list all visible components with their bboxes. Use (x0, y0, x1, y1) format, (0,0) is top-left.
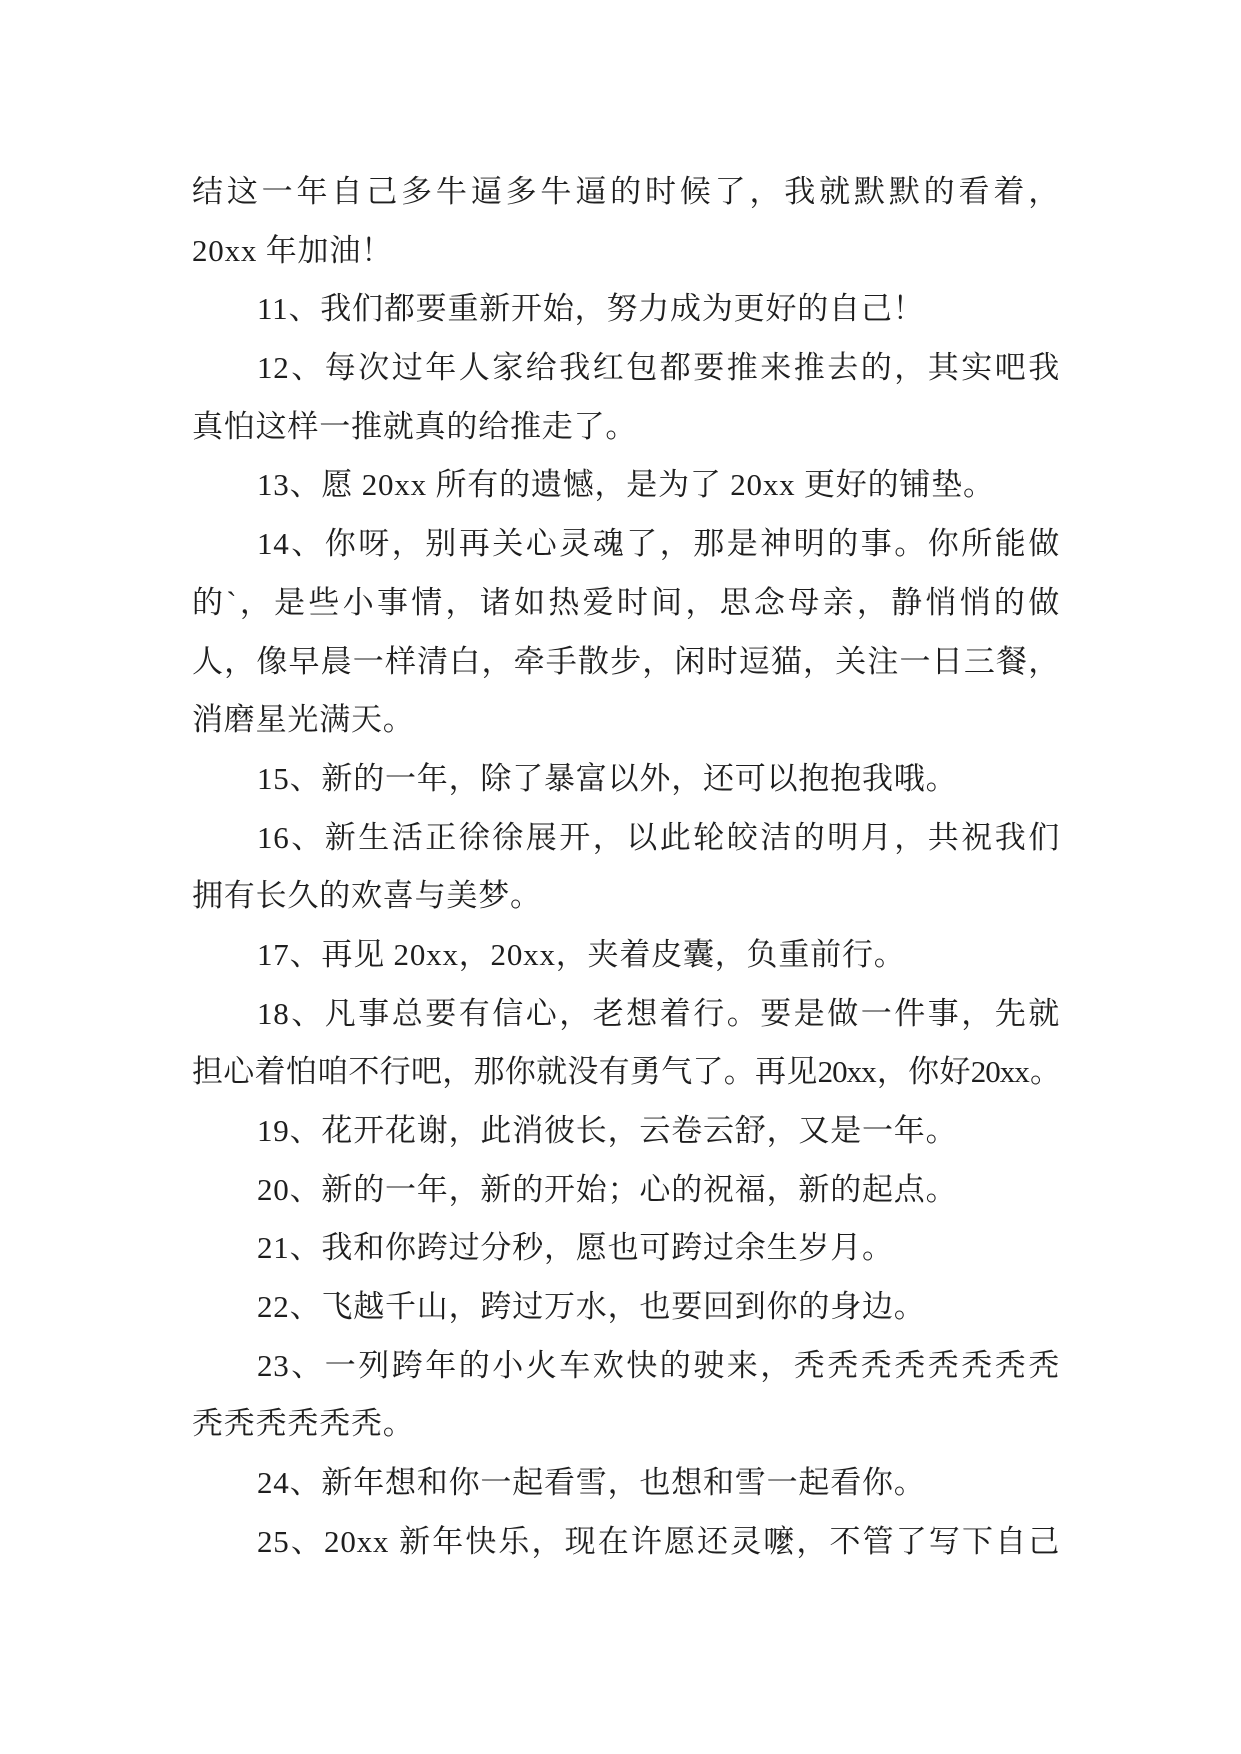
text-line: 16、新生活正徐徐展开，以此轮皎洁的明月，共祝我们 (257, 819, 1060, 855)
text-line: 14、你呀，别再关心灵魂了，那是神明的事。你所能做 (257, 526, 1060, 562)
text-line: 21、我和你跨过分秒，愿也可跨过余生岁月。 (257, 1230, 894, 1266)
text-line: 18、凡事总要有信心，老想着行。要是做一件事，先就 (257, 995, 1060, 1031)
text-line: 15、新的一年，除了暴富以外，还可以抱抱我哦。 (257, 760, 958, 796)
text-line: 17、再见 20xx，20xx，夹着皮囊，负重前行。 (257, 936, 906, 972)
text-line: 20、新的一年，新的开始；心的祝福，新的起点。 (257, 1171, 958, 1207)
text-line: 结这一年自己多牛逼多牛逼的时候了，我就默默的看着， (192, 174, 1060, 209)
text-line: 20xx 年加油！ (192, 232, 393, 268)
text-line: 13、愿 20xx 所有的遗憾，是为了 20xx 更好的铺垫。 (257, 467, 995, 503)
text-line: 人，像早晨一样清白，牵手散步，闲时逗猫，关注一日三餐， (192, 643, 1060, 679)
text-line: 的`，是些小事情，诸如热爱时间，思念母亲，静悄悄的做 (192, 584, 1060, 620)
text-line: 拥有长久的欢喜与美梦。 (192, 878, 542, 914)
text-line: 消磨星光满天。 (192, 702, 415, 738)
text-line: 12、每次过年人家给我红包都要推来推去的，其实吧我 (257, 350, 1060, 386)
text-line: 25、20xx 新年快乐，现在许愿还灵嚒，不管了写下自己 (257, 1523, 1060, 1559)
text-line: 秃秃秃秃秃秃。 (192, 1406, 415, 1442)
text-line: 23、一列跨年的小火车欢快的驶来，秃秃秃秃秃秃秃秃 (257, 1347, 1060, 1383)
text-line: 11、我们都要重新开始，努力成为更好的自己！ (257, 291, 925, 327)
text-line: 担心着怕咱不行吧，那你就没有勇气了。再见20xx，你好20xx。 (192, 1054, 1060, 1090)
document-body (192, 163, 1060, 1572)
text-line: 24、新年想和你一起看雪，也想和雪一起看你。 (257, 1465, 926, 1501)
text-line: 19、花开花谢，此消彼长，云卷云舒，又是一年。 (257, 1113, 958, 1148)
text-line: 22、飞越千山，跨过万水，也要回到你的身边。 (257, 1289, 926, 1325)
text-line: 真怕这样一推就真的给推走了。 (192, 408, 638, 444)
